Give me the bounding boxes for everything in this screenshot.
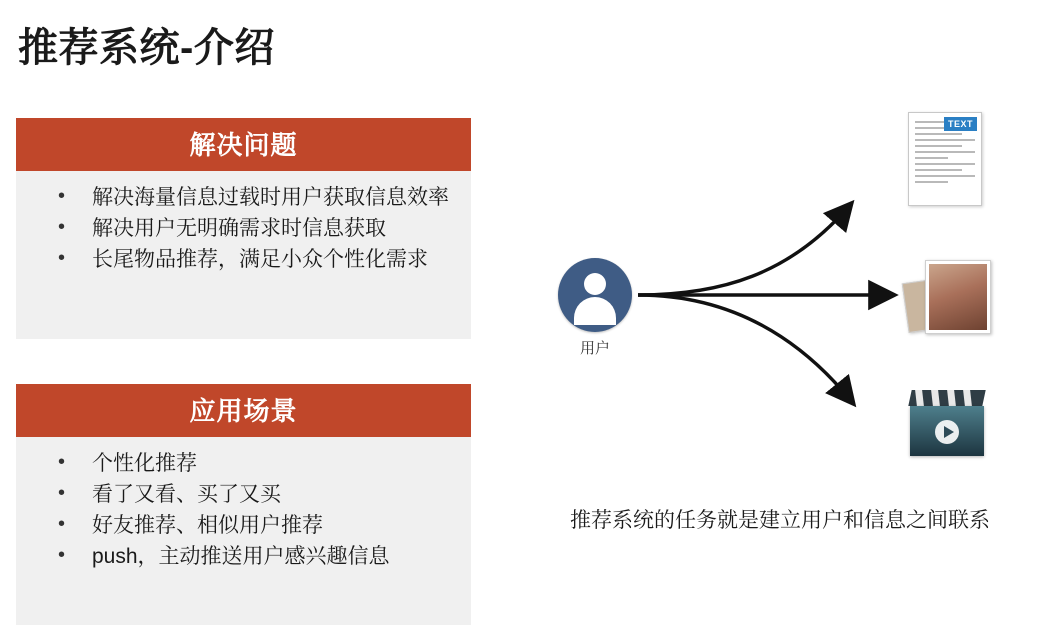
panel-scenarios-list xyxy=(16,449,471,571)
panel-problems-list xyxy=(16,183,471,274)
user-label: 用户 xyxy=(579,340,610,357)
doc-line xyxy=(915,169,962,171)
clap-stripe xyxy=(947,390,956,406)
doc-line xyxy=(915,151,975,153)
doc-line xyxy=(915,139,975,141)
clap-stripe xyxy=(963,390,972,406)
arrow-to-video xyxy=(638,295,852,402)
doc-line xyxy=(915,175,975,177)
doc-line xyxy=(915,181,948,183)
list-item: • 个性化推荐 xyxy=(30,449,449,478)
play-icon xyxy=(935,420,959,444)
panel-scenarios xyxy=(16,384,471,625)
recommendation-diagram xyxy=(520,100,1040,500)
video-icon xyxy=(908,390,988,460)
panel-scenarios-body xyxy=(16,437,471,625)
panel-problems-header: 解决问题 xyxy=(16,118,471,171)
photo-stack-icon xyxy=(905,258,991,334)
list-item: • 解决海量信息过载时用户获取信息效率 xyxy=(30,183,449,212)
doc-line xyxy=(915,157,948,159)
text-document-icon xyxy=(908,112,982,206)
list-item: • 看了又看、买了又买 xyxy=(30,480,449,509)
arrow-to-text xyxy=(638,205,850,295)
doc-line xyxy=(915,133,962,135)
list-item: • push，主动推送用户感兴趣信息 xyxy=(30,542,449,571)
panel-problems xyxy=(16,118,471,339)
doc-line xyxy=(915,163,975,165)
panel-scenarios-header: 应用场景 xyxy=(16,384,471,437)
doc-line xyxy=(915,145,962,147)
user-node xyxy=(555,258,635,358)
photo-image xyxy=(929,264,987,330)
clap-stripe xyxy=(915,390,924,406)
clap-stripe xyxy=(931,390,940,406)
avatar-body xyxy=(574,297,616,325)
page-title: 推荐系统-介绍 xyxy=(18,26,275,70)
list-item: • 解决用户无明确需求时信息获取 xyxy=(30,214,449,243)
diagram-caption: 推荐系统的任务就是建立用户和信息之间联系 xyxy=(570,509,990,532)
user-avatar-icon xyxy=(558,258,632,332)
text-badge: TEXT xyxy=(944,117,977,131)
panel-problems-body xyxy=(16,171,471,339)
list-item: • 长尾物品推荐，满足小众个性化需求 xyxy=(30,245,449,274)
photo-front xyxy=(925,260,991,334)
avatar-head xyxy=(584,273,606,295)
clapperboard-top xyxy=(908,390,985,406)
list-item: • 好友推荐、相似用户推荐 xyxy=(30,511,449,540)
